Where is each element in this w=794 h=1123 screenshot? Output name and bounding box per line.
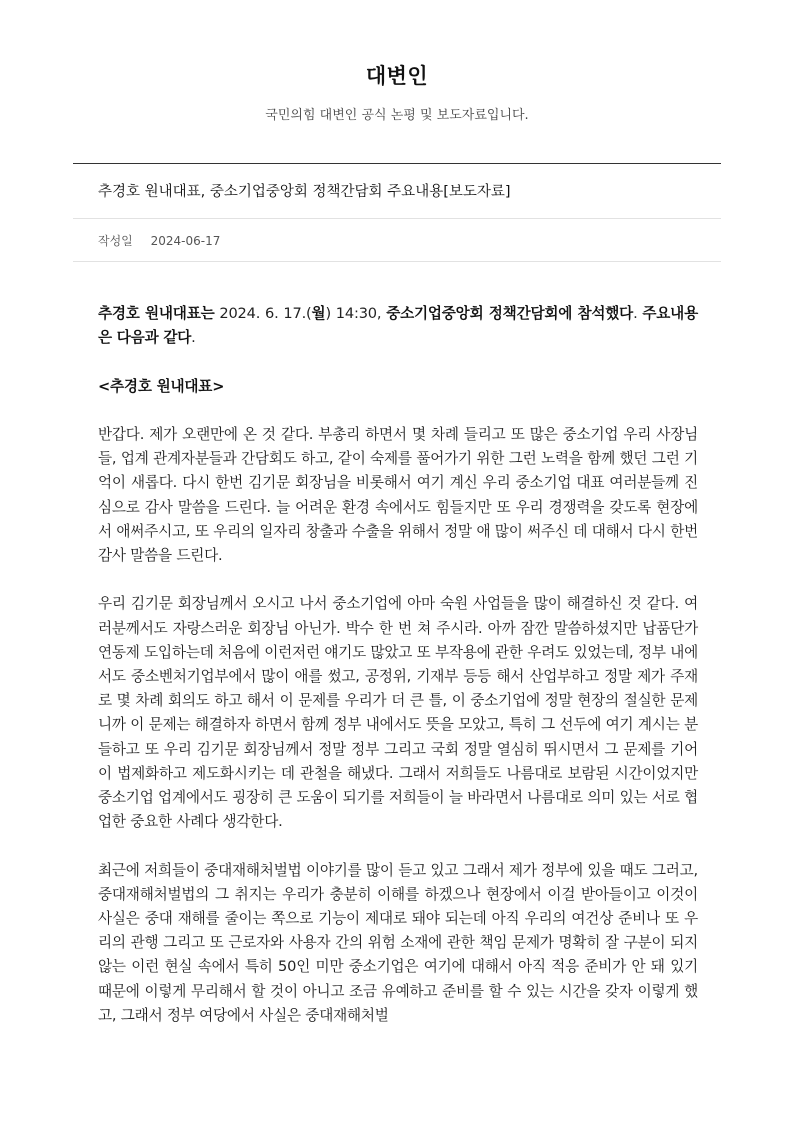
body-paragraph: 우리 김기문 회장님께서 오시고 나서 중소기업에 아마 숙원 사업들을 많이 해결하신 것 같다. 여러분께서도 자랑스러운 회장님 아닌가. 박수 한 번 쳐 주시라. 아까 잠깐 말씀하셨지만 납품단가연동제 도입하는데 처음에 이런저런 얘기도 많았고 또 부작용에 관한 우려도 있었는데, 정부 내에서도 중소벤처기업부에서 많이 애를 썼고, 공정위, 기재부 등등 해서 산업부하고 정말 제가 주재로 몇 차례 회의도 하고 해서 이 문제를 우리가 더 큰 틀, 이 중소기업에 정말 현장의 절실한 문제니까 이 문제는 해결하자 하면서 함께 정부 내에서도 뜻을 모았고, 특히 그 선두에 여기 계시는 분들하고 또 우리 김기문 회장님께서 정말 정부 그리고 국회 정말 열심히 뛰시면서 그 문제를 기어이 법제화하고 제도화시키는 데 관철을 해냈다. 그래서 저희들도 나름대로 보람된 시간이었지만 중소기업 업계에서도 굉장히 큰 도움이 되기를 저희들이 늘 바라면서 나름대로 의미 있는 서로 협업한 중요한 사례다 생각한다. (98, 595, 698, 831)
title-divider (73, 218, 721, 219)
date-label: 작성일 (98, 234, 133, 248)
post-meta (98, 232, 220, 249)
site-subtitle: 국민의힘 대변인 공식 논평 및 보도자료입니다. (265, 108, 529, 123)
intro-text-end: . (191, 329, 196, 347)
article-body (98, 302, 698, 1052)
site-title[interactable]: 대변인 (365, 64, 429, 88)
intro-paragraph (98, 302, 698, 350)
intro-bold-weekday: 월 (311, 305, 326, 322)
post-date: 2024-06-17 (150, 234, 221, 248)
section-heading-text: <추경호 원내대표> (98, 377, 225, 395)
intro-text-date: 2024. 6. 17.( (214, 305, 312, 322)
post-title: 추경호 원내대표, 중소기업중앙회 정책간담회 주요내용[보도자료] (98, 184, 511, 200)
intro-bold-speaker: 추경호 원내대표는 (98, 305, 215, 322)
intro-text-period: . (633, 305, 643, 322)
intro-bold-event: 중소기업중앙회 정책간담회에 참석했다 (386, 305, 634, 322)
body-paragraph: 반갑다. 제가 오랜만에 온 것 같다. 부총리 하면서 몇 차례 들리고 또 많은 중소기업 우리 사장님들, 업계 관계자분들과 간담회도 하고, 같이 숙제를 풀어가기 위한 그런 노력을 함께 했던 그런 기억이 새롭다. 다시 한번 김기문 회장님을 비롯해서 여기 계신 우리 중소기업 대표 여러분들께 진심으로 감사 말씀을 드린다. 늘 어려운 환경 속에서도 힘들지만 또 우리 경쟁력을 갖도록 현장에서 애써주시고, 또 우리의 일자리 창출과 수출을 위해서 정말 애 많이 써주신 데 대해서 다시 한번 감사 말씀을 드린다. (98, 425, 698, 564)
intro-bold-summary: 주요내용은 다음과 같다 (98, 305, 698, 347)
header-divider (73, 163, 721, 164)
body-paragraph: 최근에 저희들이 중대재해처벌법 이야기를 많이 듣고 있고 그래서 제가 정부에 있을 때도 그러고, 중대재해처벌법의 그 취지는 우리가 충분히 이해를 하겠으나 현장에서 이걸 받아들이고 이것이 사실은 중대 재해를 줄이는 쪽으로 기능이 제대로 돼야 되는데 아직 우리의 여건상 준비나 또 우리의 관행 그리고 또 근로자와 사용자 간의 위험 소재에 관한 책임 문제가 명확히 잘 구분이 되지 않는 이런 현실 속에서 특히 50인 미만 중소기업은 여기에 대해서 아직 적응 준비가 안 돼 있기 때문에 이렇게 무리해서 할 것이 아니고 조금 유예하고 준비를 할 수 있는 시간을 갖자 이렇게 했고, 그래서 정부 여당에서 사실은 중대재해처벌 (98, 861, 698, 1024)
meta-divider (73, 261, 721, 262)
section-heading (98, 375, 698, 399)
intro-text-time: ) 14:30, (325, 305, 387, 322)
